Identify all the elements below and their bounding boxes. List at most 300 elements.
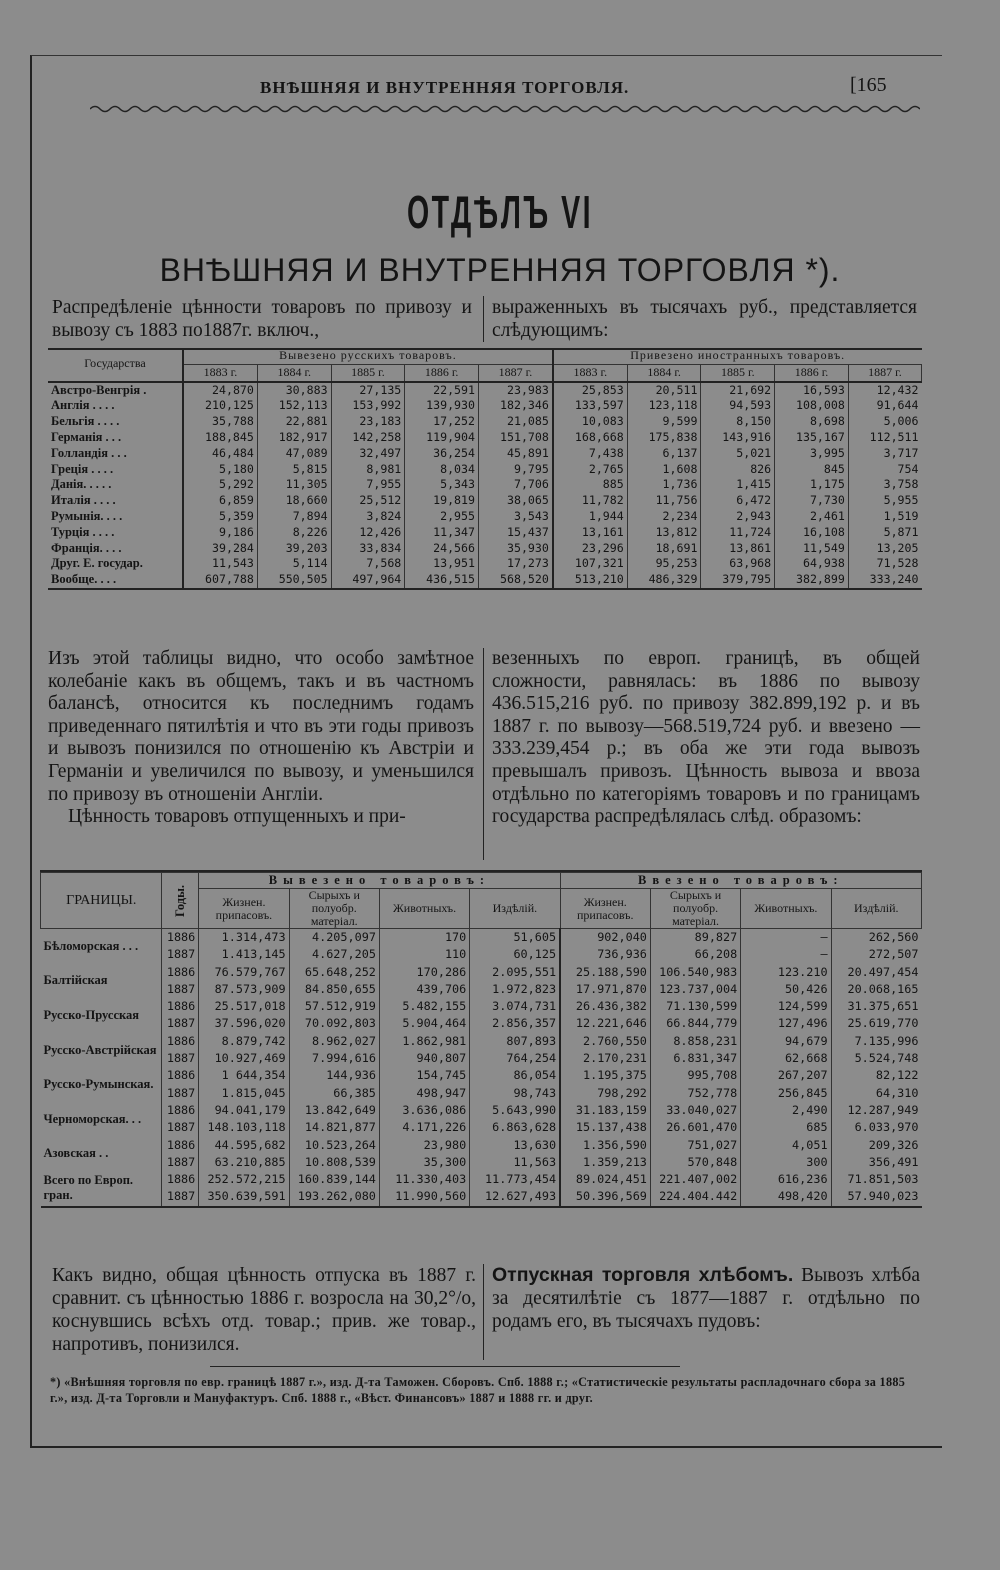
import-value: 20.497,454 bbox=[847, 964, 919, 979]
import-value: 26.601,470 bbox=[650, 1119, 740, 1136]
import-value: 8,150 bbox=[701, 414, 775, 430]
export-value: 153,992 bbox=[331, 398, 405, 414]
export-value: 1.413,145 bbox=[199, 946, 289, 963]
export-value: 1.862,981 bbox=[379, 1033, 469, 1050]
border-name: Русско-Австрійская bbox=[41, 1033, 162, 1068]
import-value: 23,296 bbox=[553, 541, 627, 557]
table-row bbox=[48, 446, 922, 462]
import-value: 11,724 bbox=[701, 525, 775, 541]
import-value: — bbox=[741, 929, 831, 947]
export-value: 9,186 bbox=[183, 525, 257, 541]
import-value: 7,730 bbox=[775, 493, 849, 509]
export-value: 12,426 bbox=[331, 525, 405, 541]
import-year-header: 1886 г. bbox=[775, 364, 849, 381]
table-row bbox=[48, 382, 922, 399]
export-value: 498,947 bbox=[379, 1085, 469, 1102]
import-value: 5,955 bbox=[883, 493, 919, 508]
export-value: 151,708 bbox=[479, 430, 553, 446]
year-cell: 1886 bbox=[162, 998, 199, 1015]
import-value: 16,593 bbox=[775, 382, 849, 399]
import-value: 7.135,996 bbox=[854, 1033, 919, 1048]
export-value: 7,955 bbox=[331, 477, 405, 493]
year-cell: 1887 bbox=[162, 1119, 199, 1136]
border-header: ГРАНИЦЫ. bbox=[41, 873, 162, 929]
import-value: 1.359,213 bbox=[560, 1154, 650, 1171]
import-value: 13,205 bbox=[876, 540, 919, 555]
import-value: 143,916 bbox=[701, 430, 775, 446]
import-value: 5,871 bbox=[883, 524, 919, 539]
country-name: Вообще. . . . bbox=[48, 572, 183, 589]
export-value: 27,135 bbox=[331, 382, 405, 399]
table-row bbox=[41, 1050, 922, 1067]
import-value: 4,051 bbox=[741, 1137, 831, 1154]
import-value: 123.737,004 bbox=[650, 981, 740, 998]
import-value: 25,853 bbox=[553, 382, 627, 399]
mid-text-left-body: Изъ этой таблицы видно, что особо замѣтное колебаніе какъ въ общемъ, такъ и въ частномъ балансѣ, относится къ последнимъ годамъ приведеннаго пятилѣтія и что въ эти годы привозъ и вывозъ понизился по отношенію къ Австріи и Германіи и увеличился по вывозу, и уменьшился по привозу въ отношеніи Англіи. bbox=[48, 648, 474, 805]
export-value: 142,258 bbox=[331, 430, 405, 446]
export-value: 154,745 bbox=[379, 1067, 469, 1084]
export-value: 1.314,473 bbox=[199, 929, 289, 947]
import-value: 66,208 bbox=[650, 946, 740, 963]
year-cell: 1886 bbox=[162, 1102, 199, 1119]
import-value: 752,778 bbox=[650, 1085, 740, 1102]
import-value: 2.760,550 bbox=[560, 1033, 650, 1050]
table-row bbox=[41, 1154, 922, 1171]
import-value: 885 bbox=[553, 477, 627, 493]
export-value: 152,113 bbox=[257, 398, 331, 414]
import-value: 5,006 bbox=[883, 414, 919, 429]
export-value: 182,917 bbox=[257, 430, 331, 446]
import-value: 8.858,231 bbox=[650, 1033, 740, 1050]
import-value: 2,234 bbox=[627, 509, 701, 525]
export-value: 5,343 bbox=[405, 477, 479, 493]
export-value: 3,824 bbox=[331, 509, 405, 525]
export-value: 10.523,264 bbox=[289, 1137, 379, 1154]
export-year-header: 1883 г. bbox=[183, 364, 257, 381]
table-trade-by-border bbox=[40, 872, 922, 1208]
table-row bbox=[48, 398, 922, 414]
export-category-header: Сырыхъ и полуобр. матеріал. bbox=[289, 889, 379, 929]
import-value: 25.188,590 bbox=[560, 964, 650, 981]
export-value: 5,180 bbox=[183, 462, 257, 478]
export-value: 139,930 bbox=[405, 398, 479, 414]
export-value: 5,815 bbox=[257, 462, 331, 478]
export-value: 22,591 bbox=[405, 382, 479, 399]
table-row bbox=[41, 1102, 922, 1119]
import-year-header: 1883 г. bbox=[553, 364, 627, 381]
export-value: 44.595,682 bbox=[199, 1137, 289, 1154]
table-row bbox=[41, 1033, 922, 1050]
import-value: 135,167 bbox=[775, 430, 849, 446]
export-value: 19,819 bbox=[405, 493, 479, 509]
export-category-header: Жизнен. припасовъ. bbox=[199, 889, 289, 929]
import-value: 133,597 bbox=[553, 398, 627, 414]
table-row bbox=[48, 509, 922, 525]
export-value: 57.512,919 bbox=[289, 998, 379, 1015]
import-value: 12.287,949 bbox=[847, 1102, 919, 1117]
year-cell: 1886 bbox=[162, 1137, 199, 1154]
table-row bbox=[41, 1171, 922, 1188]
import-value: 62,668 bbox=[741, 1050, 831, 1067]
import-value: 108,008 bbox=[775, 398, 849, 414]
country-name: Германія . . . bbox=[48, 430, 183, 446]
export-value: 35,930 bbox=[479, 541, 553, 557]
import-value: 5,021 bbox=[701, 446, 775, 462]
import-value: 2,490 bbox=[741, 1102, 831, 1119]
year-cell: 1886 bbox=[162, 1067, 199, 1084]
export-value: 45,891 bbox=[479, 446, 553, 462]
table-row bbox=[41, 1188, 922, 1206]
import-header-2: Ввезено товаровъ: bbox=[560, 873, 921, 889]
export-value: 39,284 bbox=[183, 541, 257, 557]
export-value: 65.648,252 bbox=[289, 964, 379, 981]
import-value: 94,593 bbox=[701, 398, 775, 414]
export-year-header: 1885 г. bbox=[331, 364, 405, 381]
export-value: 11,305 bbox=[257, 477, 331, 493]
import-value: 272,507 bbox=[868, 947, 919, 962]
export-value: 764,254 bbox=[470, 1050, 560, 1067]
country-name: Данія. . . . . bbox=[48, 477, 183, 493]
import-value: 16,108 bbox=[775, 525, 849, 541]
import-value: 1,608 bbox=[627, 462, 701, 478]
table-row bbox=[48, 525, 922, 541]
year-cell: 1887 bbox=[162, 1015, 199, 1032]
export-value: 2.856,357 bbox=[470, 1015, 560, 1032]
export-value: 38,065 bbox=[479, 493, 553, 509]
import-value: 221.407,002 bbox=[650, 1171, 740, 1188]
export-value: 8,034 bbox=[405, 462, 479, 478]
export-value: 8.962,027 bbox=[289, 1033, 379, 1050]
import-value: 256,845 bbox=[741, 1085, 831, 1102]
import-header: Привезено иностранныхъ товаровъ. bbox=[553, 348, 922, 364]
import-value: 26.436,382 bbox=[560, 998, 650, 1015]
import-value: 64,938 bbox=[775, 556, 849, 572]
export-value: 17,252 bbox=[405, 414, 479, 430]
export-value: 5,359 bbox=[183, 509, 257, 525]
import-value: 333,240 bbox=[869, 572, 919, 587]
import-value: 995,708 bbox=[650, 1067, 740, 1084]
import-value: 1,415 bbox=[701, 477, 775, 493]
export-value: 13,630 bbox=[470, 1137, 560, 1154]
export-value: 35,788 bbox=[183, 414, 257, 430]
table-row bbox=[48, 541, 922, 557]
mid-text-left bbox=[48, 648, 474, 829]
import-category-header: Животныхъ. bbox=[741, 889, 831, 929]
import-value: 11,782 bbox=[553, 493, 627, 509]
year-cell: 1886 bbox=[162, 964, 199, 981]
table-row bbox=[41, 1015, 922, 1032]
import-value: 2,765 bbox=[553, 462, 627, 478]
import-value: 3,995 bbox=[775, 446, 849, 462]
export-value: 4.627,205 bbox=[289, 946, 379, 963]
export-value: 497,964 bbox=[331, 572, 405, 589]
import-value: 685 bbox=[741, 1119, 831, 1136]
export-value: 188,845 bbox=[183, 430, 257, 446]
table-trade-by-country bbox=[48, 348, 922, 590]
table-row bbox=[48, 477, 922, 493]
border-name: Всего по Европ. гран. bbox=[41, 1171, 162, 1207]
export-value: 439,706 bbox=[379, 981, 469, 998]
import-value: 6.033,970 bbox=[854, 1120, 919, 1135]
country-name: Греція . . . . bbox=[48, 462, 183, 478]
export-value: 15,437 bbox=[479, 525, 553, 541]
table-row bbox=[41, 998, 922, 1015]
export-value: 436,515 bbox=[405, 572, 479, 589]
table-row bbox=[48, 493, 922, 509]
export-value: 37.596,020 bbox=[199, 1015, 289, 1032]
export-value: 7,894 bbox=[257, 509, 331, 525]
import-value: 112,511 bbox=[869, 429, 919, 444]
export-value: 11.990,560 bbox=[379, 1188, 469, 1206]
export-value: 350.639,591 bbox=[199, 1188, 289, 1206]
import-value: 13,812 bbox=[627, 525, 701, 541]
export-value: 7.994,616 bbox=[289, 1050, 379, 1067]
export-value: 1 644,354 bbox=[199, 1067, 289, 1084]
export-value: 8,226 bbox=[257, 525, 331, 541]
export-value: 47,089 bbox=[257, 446, 331, 462]
table-row bbox=[41, 946, 922, 963]
import-value: 267,207 bbox=[741, 1067, 831, 1084]
bottom-text-left: Какъ видно, общая цѣнность отпуска въ 1887 г. сравнит. съ цѣнностью 1886 г. возросла на 30,2°/о, коснувшись всѣхъ отд. товар.; прив. же товар., напротивъ, понизился. bbox=[52, 1265, 476, 1355]
export-value: 160.839,144 bbox=[289, 1171, 379, 1188]
export-value: 5.643,990 bbox=[470, 1102, 560, 1119]
import-category-header: Жизнен. припасовъ. bbox=[560, 889, 650, 929]
border-name: Азовская . . bbox=[41, 1137, 162, 1172]
import-value: 751,027 bbox=[650, 1137, 740, 1154]
export-header-2: Вывезено товаровъ: bbox=[199, 873, 560, 889]
export-value: 6.863,628 bbox=[470, 1119, 560, 1136]
import-value: 5.524,748 bbox=[854, 1051, 919, 1066]
border-name: Русско-Прусская bbox=[41, 998, 162, 1033]
export-value: 11,563 bbox=[470, 1154, 560, 1171]
year-cell: 1887 bbox=[162, 1188, 199, 1206]
export-value: 8,981 bbox=[331, 462, 405, 478]
import-value: 13,161 bbox=[553, 525, 627, 541]
import-value: 123,118 bbox=[627, 398, 701, 414]
import-value: 382,899 bbox=[775, 572, 849, 589]
import-value: 12.221,646 bbox=[560, 1015, 650, 1032]
import-value: 1,736 bbox=[627, 477, 701, 493]
import-value: 1,175 bbox=[775, 477, 849, 493]
import-value: 123.210 bbox=[741, 964, 831, 981]
export-value: 63.210,885 bbox=[199, 1154, 289, 1171]
grain-trade-heading: Отпускная торговля хлѣбомъ. bbox=[492, 1264, 794, 1286]
table-row bbox=[41, 929, 922, 947]
export-value: 33,834 bbox=[331, 541, 405, 557]
export-value: 182,346 bbox=[479, 398, 553, 414]
import-value: 50.396,569 bbox=[560, 1188, 650, 1206]
country-name: Друг. Е. государ. bbox=[48, 556, 183, 572]
export-value: 25,512 bbox=[331, 493, 405, 509]
import-value: 513,210 bbox=[553, 572, 627, 589]
import-value: 82,122 bbox=[875, 1068, 919, 1083]
import-value: 63,968 bbox=[701, 556, 775, 572]
export-value: 11.330,403 bbox=[379, 1171, 469, 1188]
export-value: 23,183 bbox=[331, 414, 405, 430]
export-value: 4.171,226 bbox=[379, 1119, 469, 1136]
export-category-header: Издѣлій. bbox=[470, 889, 560, 929]
import-value: 18,691 bbox=[627, 541, 701, 557]
country-header: Государства bbox=[48, 348, 183, 382]
export-value: 5,292 bbox=[183, 477, 257, 493]
import-value: 262,560 bbox=[868, 930, 919, 944]
bottom-text-right bbox=[492, 1264, 920, 1333]
table-row bbox=[48, 462, 922, 478]
table-row bbox=[41, 981, 922, 998]
border-name: Русско-Румынская. bbox=[41, 1067, 162, 1102]
export-value: 252.572,215 bbox=[199, 1171, 289, 1188]
export-value: 12.627,493 bbox=[470, 1188, 560, 1206]
column-rule bbox=[483, 648, 484, 860]
export-value: 4.205,097 bbox=[289, 929, 379, 947]
running-title: ВНѢШНЯЯ И ВНУТРЕННЯЯ ТОРГОВЛЯ. bbox=[260, 78, 630, 97]
export-value: 10.927,469 bbox=[199, 1050, 289, 1067]
table-row bbox=[48, 414, 922, 430]
import-year-header: 1887 г. bbox=[848, 364, 921, 381]
export-value: 39,203 bbox=[257, 541, 331, 557]
export-value: 17,273 bbox=[479, 556, 553, 572]
export-value: 110 bbox=[379, 946, 469, 963]
export-value: 1.972,823 bbox=[470, 981, 560, 998]
import-year-header: 1884 г. bbox=[627, 364, 701, 381]
export-value: 22,881 bbox=[257, 414, 331, 430]
border-name: Балтійская bbox=[41, 964, 162, 999]
country-name: Италія . . . . bbox=[48, 493, 183, 509]
import-value: 71.130,599 bbox=[650, 998, 740, 1015]
import-value: 10,083 bbox=[553, 414, 627, 430]
export-value: 11.773,454 bbox=[470, 1171, 560, 1188]
export-value: 21,085 bbox=[479, 414, 553, 430]
import-value: 91,644 bbox=[876, 398, 919, 413]
export-value: 30,883 bbox=[257, 382, 331, 399]
import-value: 7,438 bbox=[553, 446, 627, 462]
year-cell: 1887 bbox=[162, 1085, 199, 1102]
year-cell: 1886 bbox=[162, 1171, 199, 1188]
export-value: 86,054 bbox=[470, 1067, 560, 1084]
export-value: 193.262,080 bbox=[289, 1188, 379, 1206]
import-value: 15.137,438 bbox=[560, 1119, 650, 1136]
intro-right: выраженныхъ въ тысячахъ руб., представляется слѣдующимъ: bbox=[492, 297, 917, 341]
table-row bbox=[48, 430, 922, 446]
export-value: 144,936 bbox=[289, 1067, 379, 1084]
import-category-header: Сырыхъ и полуобр. матеріал. bbox=[650, 889, 740, 929]
year-cell: 1887 bbox=[162, 946, 199, 963]
export-year-header: 1887 г. bbox=[479, 364, 553, 381]
import-value: 498,420 bbox=[741, 1188, 831, 1206]
import-value: 31.183,159 bbox=[560, 1102, 650, 1119]
import-value: 2,943 bbox=[701, 509, 775, 525]
export-value: 87.573,909 bbox=[199, 981, 289, 998]
import-value: 1.356,590 bbox=[560, 1137, 650, 1154]
footnote-rule bbox=[210, 1366, 680, 1367]
import-value: 3,717 bbox=[883, 445, 919, 460]
import-value: 21,692 bbox=[701, 382, 775, 399]
year-cell: 1887 bbox=[162, 1154, 199, 1171]
export-value: 23,980 bbox=[379, 1137, 469, 1154]
import-value: 89.024,451 bbox=[560, 1171, 650, 1188]
import-value: 94,679 bbox=[741, 1033, 831, 1050]
country-name: Румынія. . . . bbox=[48, 509, 183, 525]
year-header: Годы. bbox=[162, 873, 199, 929]
export-value: 210,125 bbox=[183, 398, 257, 414]
export-value: 46,484 bbox=[183, 446, 257, 462]
import-value: 175,838 bbox=[627, 430, 701, 446]
border-name: Бѣломорская . . . bbox=[41, 929, 162, 964]
import-value: 486,329 bbox=[627, 572, 701, 589]
export-value: 51,605 bbox=[470, 929, 560, 947]
intro-left: Распредѣленіе цѣнности товаровъ по привозу и вывозу съ 1883 по1887г. включ., bbox=[52, 297, 472, 341]
import-value: 127,496 bbox=[741, 1015, 831, 1032]
import-value: — bbox=[741, 946, 831, 963]
export-value: 66,385 bbox=[289, 1085, 379, 1102]
import-value: 300 bbox=[741, 1154, 831, 1171]
export-value: 10.808,539 bbox=[289, 1154, 379, 1171]
import-value: 66.844,779 bbox=[650, 1015, 740, 1032]
export-value: 170 bbox=[379, 929, 469, 947]
country-name: Франція. . . . bbox=[48, 541, 183, 557]
import-value: 798,292 bbox=[560, 1085, 650, 1102]
import-category-header: Издѣлій. bbox=[831, 889, 921, 929]
country-name: Австро-Венгрія . bbox=[48, 382, 183, 399]
import-year-header: 1885 г. bbox=[701, 364, 775, 381]
import-value: 845 bbox=[775, 462, 849, 478]
export-value: 94.041,179 bbox=[199, 1102, 289, 1119]
export-value: 550,505 bbox=[257, 572, 331, 589]
import-value: 106.540,983 bbox=[650, 964, 740, 981]
year-cell: 1886 bbox=[162, 1033, 199, 1050]
import-value: 570,848 bbox=[650, 1154, 740, 1171]
import-value: 17.971,870 bbox=[560, 981, 650, 998]
import-value: 107,321 bbox=[553, 556, 627, 572]
import-value: 25.619,770 bbox=[847, 1016, 919, 1031]
country-name: Голландія . . . bbox=[48, 446, 183, 462]
import-value: 64,310 bbox=[875, 1085, 919, 1100]
table-row bbox=[48, 556, 922, 572]
import-value: 168,668 bbox=[553, 430, 627, 446]
year-cell: 1886 bbox=[162, 929, 199, 947]
export-value: 98,743 bbox=[470, 1085, 560, 1102]
import-value: 2,461 bbox=[775, 509, 849, 525]
export-value: 6,859 bbox=[183, 493, 257, 509]
import-value: 356,491 bbox=[868, 1154, 919, 1169]
import-value: 20,511 bbox=[627, 382, 701, 399]
export-value: 11,347 bbox=[405, 525, 479, 541]
import-value: 6.831,347 bbox=[650, 1050, 740, 1067]
mid-text-left-last: Цѣнность товаровъ отпущенныхъ и при- bbox=[68, 806, 406, 828]
import-value: 13,861 bbox=[701, 541, 775, 557]
ornament-rule bbox=[90, 104, 920, 114]
export-value: 3,543 bbox=[479, 509, 553, 525]
export-value: 11,543 bbox=[183, 556, 257, 572]
export-value: 13.842,649 bbox=[289, 1102, 379, 1119]
export-year-header: 1886 г. bbox=[405, 364, 479, 381]
export-value: 148.103,118 bbox=[199, 1119, 289, 1136]
border-name: Черноморская. . . bbox=[41, 1102, 162, 1137]
import-value: 33.040,027 bbox=[650, 1102, 740, 1119]
import-value: 9,599 bbox=[627, 414, 701, 430]
table-row bbox=[41, 1119, 922, 1136]
mid-text-right: везенныхъ по европ. границѣ, въ общей сложности, равнялась: въ 1886 по вывозу 436.515,216 руб. по привозу 382.899,192 р. и въ 1887 г. по вывозу—568.519,724 руб. и ввезено — 333.239,454 р.; въ оба же эти года вывозъ превышалъ привозъ. Цѣнность вывоза и ввоза отдѣльно по категоріямъ товаровъ и по границамъ государства распредѣлялась слѣд. образомъ: bbox=[492, 648, 920, 828]
export-category-header: Животныхъ. bbox=[379, 889, 469, 929]
export-value: 84.850,655 bbox=[289, 981, 379, 998]
export-value: 3.636,086 bbox=[379, 1102, 469, 1119]
export-value: 35,300 bbox=[379, 1154, 469, 1171]
import-value: 616,236 bbox=[741, 1171, 831, 1188]
export-value: 13,951 bbox=[405, 556, 479, 572]
export-value: 940,807 bbox=[379, 1050, 469, 1067]
export-value: 7,706 bbox=[479, 477, 553, 493]
export-value: 23,983 bbox=[479, 382, 553, 399]
